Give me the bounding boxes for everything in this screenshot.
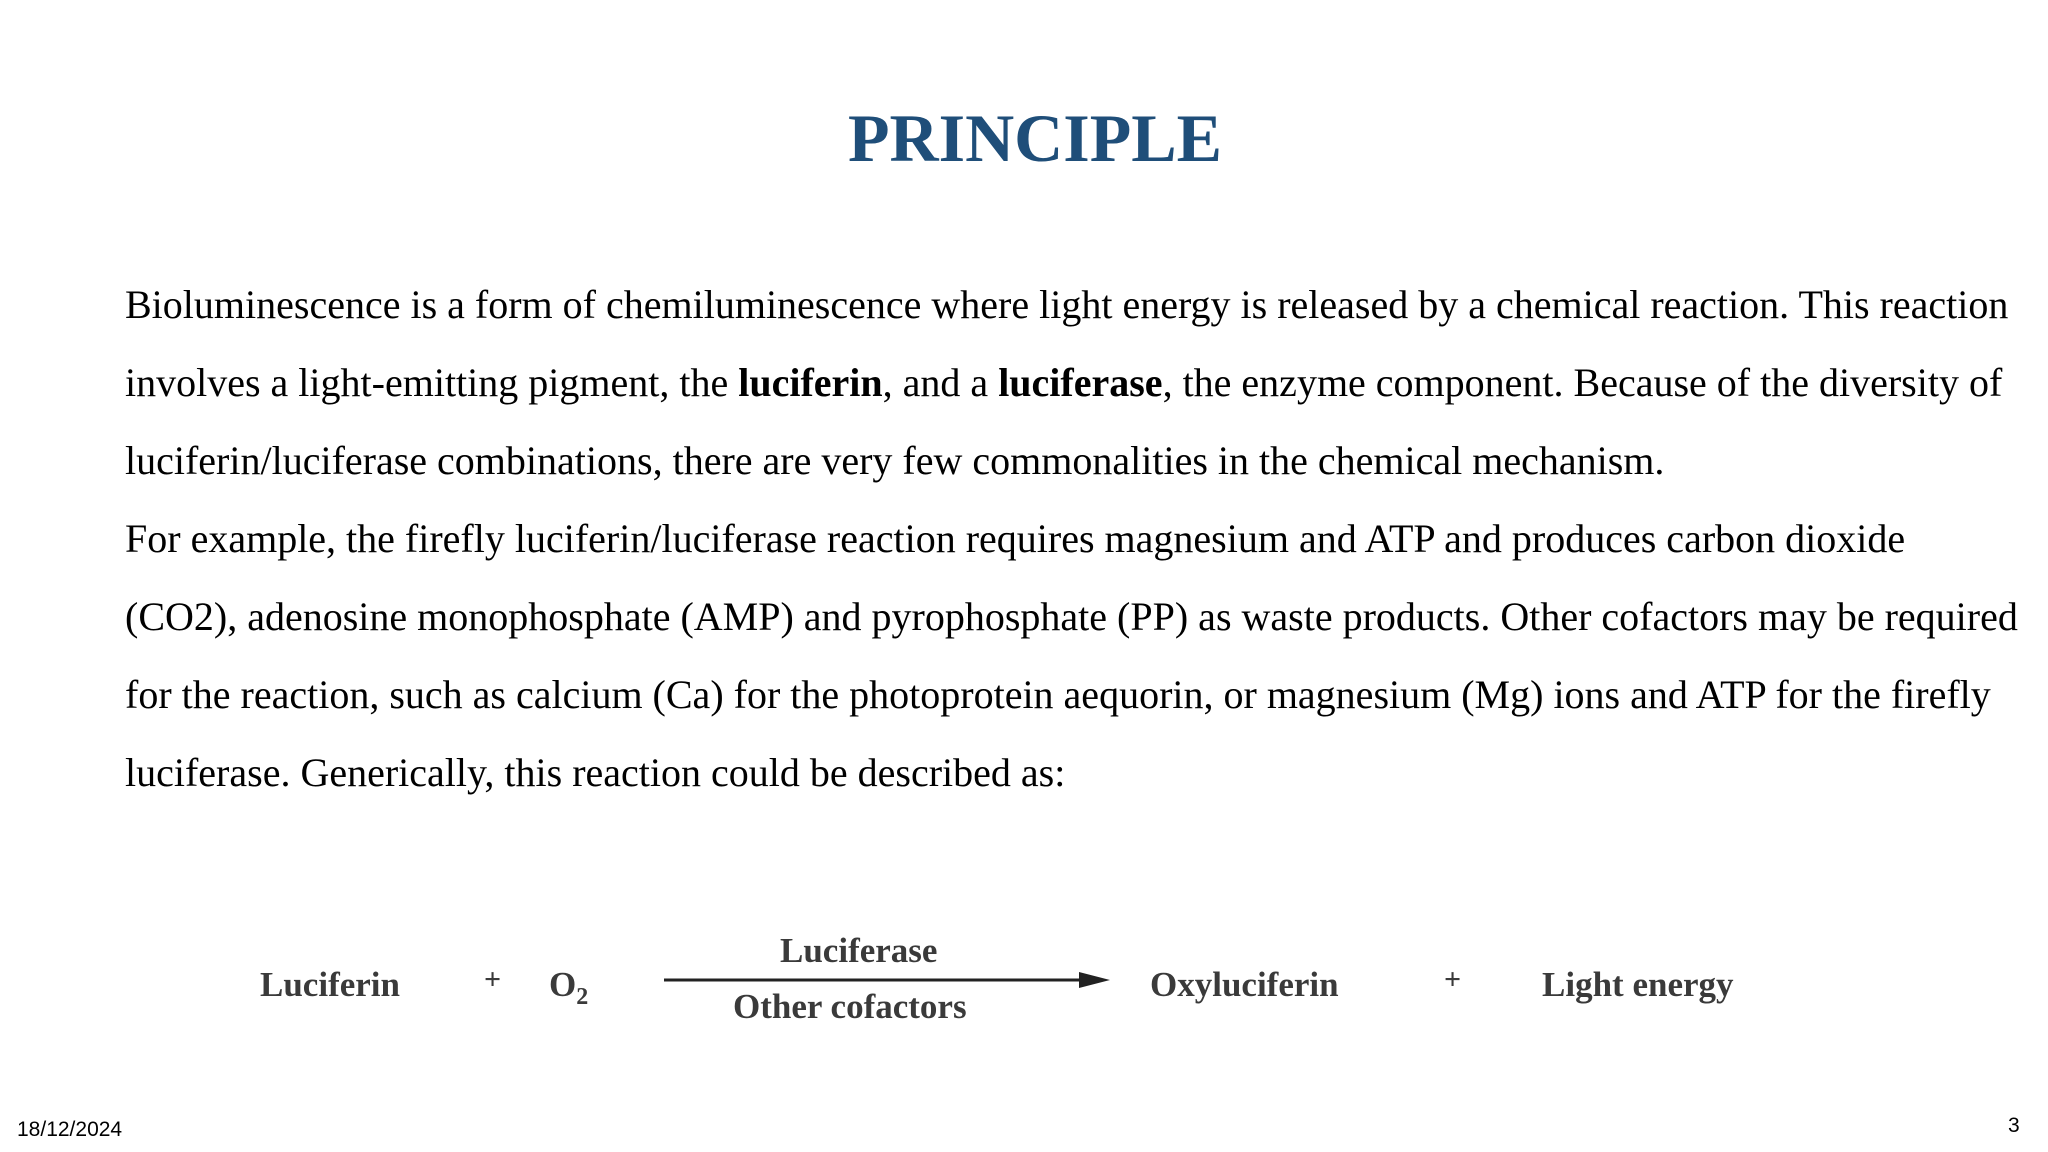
paragraph-text: , the enzyme component. Because of the diversity of luciferin/luciferase combinations, there are very few commonalities in the chemical mechanism.	[125, 360, 2003, 483]
reactant-luciferin: Luciferin	[260, 965, 400, 1004]
arrow-label-enzyme: Luciferase	[780, 931, 938, 970]
product-oxyluciferin: Oxyluciferin	[1150, 965, 1339, 1004]
body-text	[125, 266, 2025, 812]
page-number: 3	[2008, 1114, 2020, 1137]
term-luciferin: luciferin	[738, 360, 883, 405]
oxygen-symbol: O	[549, 965, 577, 1004]
reactant-oxygen	[549, 965, 588, 1011]
plus-sign: +	[1444, 963, 1462, 996]
slide-title: PRINCIPLE	[847, 100, 1223, 176]
paragraph-example: For example, the firefly luciferin/luciferase reaction requires magnesium and ATP and produces carbon dioxide (CO2), adenosine monophosphate (AMP) and pyrophosphate (PP) as waste products. Other cofactors may be required for the reaction, such as calcium (Ca) for the photoprotein aequorin, or magnesium (Mg) ions and ATP for the firefly luciferase. Generically, this reaction could be described as:	[125, 516, 2018, 795]
reaction-equation	[250, 920, 1810, 1040]
plus-sign: +	[484, 963, 502, 996]
paragraph-definition	[125, 266, 2025, 500]
footer-date: 18/12/2024	[17, 1118, 123, 1141]
paragraph-text: Bioluminescence is a form of chemiluminescence where light energy is released by a chemical reaction. This reaction involves a light-emitting pigment, the	[125, 282, 2009, 405]
product-light-energy: Light energy	[1542, 965, 1734, 1004]
paragraph-text: , and a	[882, 360, 999, 405]
oxygen-subscript: 2	[576, 984, 589, 1010]
term-luciferase: luciferase	[998, 360, 1163, 405]
arrow-label-cofactors: Other cofactors	[733, 987, 967, 1026]
